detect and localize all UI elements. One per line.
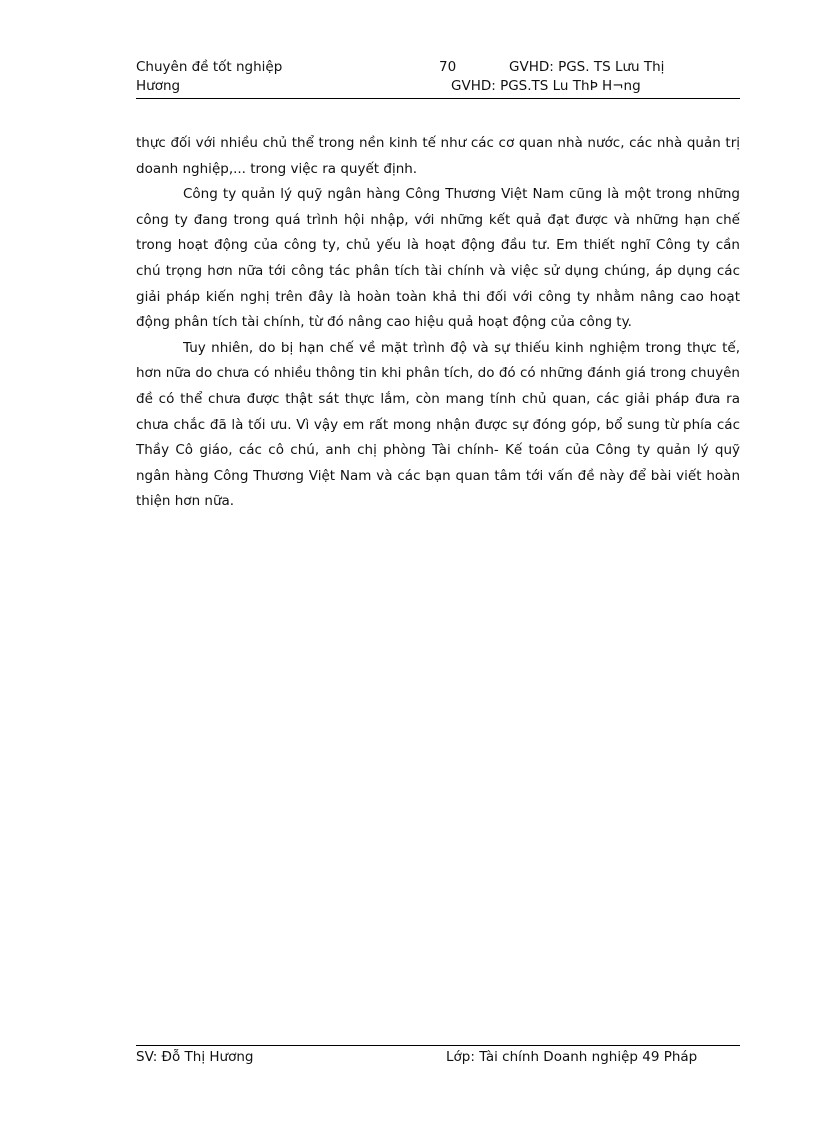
header-student-name: Hương <box>136 78 181 94</box>
footer-student: SV: Đỗ Thị Hương <box>136 1049 254 1065</box>
header-document-title: Chuyên đề tốt nghiệp <box>136 59 283 75</box>
paragraph: Công ty quản lý quỹ ngân hàng Công Thương Việt Nam cũng là một trong những công ty đang trong quá trình hội nhập, với những kết quả đạt được và những hạn chế trong hoạt động của công ty, chủ yếu là hoạt động đầu tư. Em thiết nghĩ Công ty cần chú trọng hơn nữa tới công tác phân tích tài chính và việc sử dụng chúng, áp dụng các giải pháp kiến nghị trên đây là hoàn toàn khả thi đối với công ty nhằm nâng cao hoạt động phân tích tài chính, từ đó nâng cao hiệu quả hoạt động của công ty. <box>136 186 740 331</box>
document-body <box>136 131 740 515</box>
header-page-number: 70 <box>439 59 457 75</box>
footer-divider <box>136 1045 740 1046</box>
paragraph: thực đối với nhiều chủ thể trong nền kinh tế như các cơ quan nhà nước, các nhà quản trị doanh nghiệp,... trong việc ra quyết định. <box>136 135 740 177</box>
header-supervisor-alt: GVHD: PGS.TS Lu ThÞ H¬ng <box>451 78 641 94</box>
header-supervisor: GVHD: PGS. TS Lưu Thị <box>509 59 665 75</box>
page-header <box>136 58 740 98</box>
page-footer <box>136 1047 740 1069</box>
header-divider <box>136 98 740 99</box>
paragraph: Tuy nhiên, do bị hạn chế về mặt trình độ và sự thiếu kinh nghiệm trong thực tế, hơn nữa do chưa có nhiều thông tin khi phân tích, do đó có những đánh giá trong chuyên đề có thể chưa được thật sát thực lắm, còn mang tính chủ quan, các giải pháp đưa ra chưa chắc đã là tối ưu. Vì vậy em rất mong nhận được sự đóng góp, bổ sung từ phía các Thầy Cô giáo, các cô chú, anh chị phòng Tài chính- Kế toán của Công ty quản lý quỹ ngân hàng Công Thương Việt Nam và các bạn quan tâm tới vấn đề này để bài viết hoàn thiện hơn nữa. <box>136 339 740 510</box>
footer-class: Lớp: Tài chính Doanh nghiệp 49 Pháp <box>446 1049 698 1065</box>
